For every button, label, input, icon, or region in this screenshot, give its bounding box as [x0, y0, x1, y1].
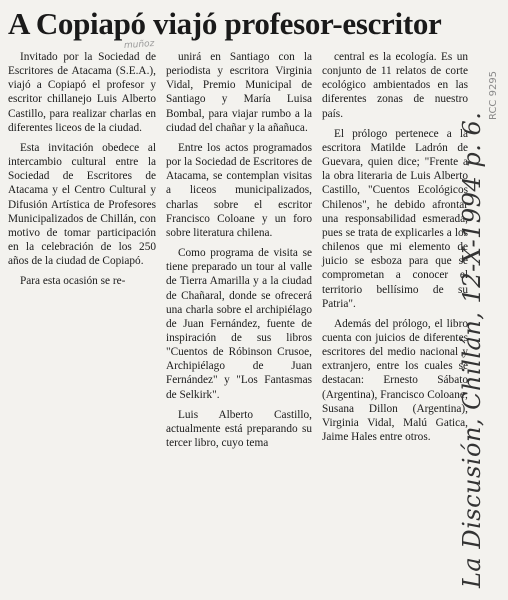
pencil-annotation: muñoz — [123, 38, 155, 52]
paragraph: Esta invitación obedece al intercambio cultural entre la Sociedad de Escritores de Atacama y el Centro Cultural y Difusión Artística de Profesores Municipalizados de Chillán, con motivo de tomar participación en la celebración de los 250 años de la ciudad de Copiapó. — [8, 141, 156, 268]
archive-stamp: RCC 9295 — [488, 70, 499, 120]
paragraph: Invitado por la Sociedad de Escritores de Atacama (S.E.A.), viajó a Copiapó el profesor y escritor chillanejo Luis Alberto Castillo, para realizar charlas en diferentes liceos de la ciudad. — [8, 51, 156, 134]
paragraph: Para esta ocasión se re- — [20, 275, 126, 288]
article-column-3 — [322, 50, 468, 450]
article-column-2 — [166, 50, 312, 456]
paragraph: central es la ecología. Es un conjunto de 11 relatos de corte ecológico ambientados en las diferentes zonas de nuestro país. — [322, 51, 468, 120]
paragraph: Entre los actos programados por la Sociedad de Escritores de Atacama, se contemplan visitas a liceos municipalizados, charlas sobre el escritor Francisco Coloane y un foro sobre literatura chilena. — [166, 141, 312, 239]
paragraph: Luis Alberto Castillo, actualmente está preparando su tercer libro, cuyo tema — [166, 408, 312, 450]
paragraph: Como programa de visita se tiene preparado un tour al valle de Tierra Amarilla y a la ciudad de Chañaral, donde se ofrecerá una charla sobre el archipiélago de Juan Fernández, fuente de inspiración de sus libros "Cuentos de Róbinson Crusoe, Archipiélago de Juan Fernández" y "Los Fantasmas de Selkirk". — [166, 247, 312, 401]
article-column-1 — [8, 50, 156, 295]
paragraph: El prólogo pertenece a la escritora Matilde Ladrón de Guevara, quien dice; "Frente a la obra literaria de Luis Alberto Castillo, "Cuentos Ecológicos Chilenos", he debido afrontar una responsabilidad esmerada, pues se trata de explicarles a los chilenos que mi elemento de juicio se esboza para que se comprometan a conocer el territorio bellísimo de su Patria". — [322, 127, 468, 310]
paragraph: Además del prólogo, el libro cuenta con juicios de diferentes escritores del medio nacional y extranjero, entre los cuales se destacan: Ernesto Sábato (Argentina), Francisco Coloane; Susana Dillon (Argentina), Virginia Vidal, Malú Gatica, Jaime Hales entre otros. — [322, 317, 468, 444]
paragraph: unirá en Santiago con la periodista y escritora Virginia Vidal, Premio Municipal de Santiago y María Luisa Bombal, para viajar rumbo a la ciudad del chañar y la añañuca. — [166, 51, 312, 134]
article-headline: A Copiapó viajó profesor-escritor — [8, 6, 442, 41]
handwritten-source-note: La Discusión, Chillán, 12-X-1994 p. 6. — [458, 111, 486, 588]
